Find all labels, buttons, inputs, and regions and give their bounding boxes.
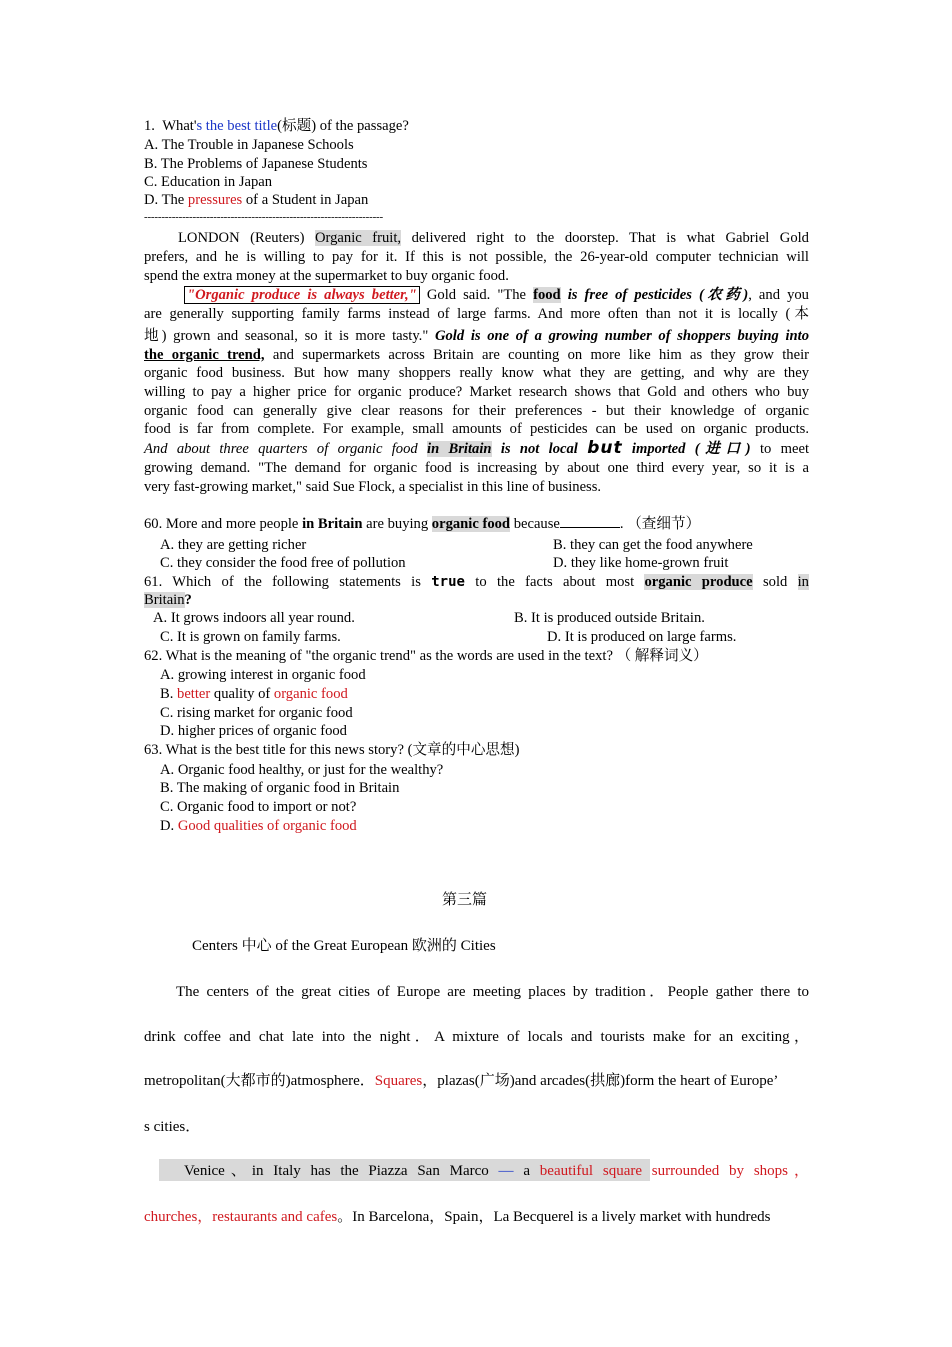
q61-option-d: D. It is produced on large farms. <box>547 629 737 645</box>
organic-fruit-highlight: Organic fruit, <box>315 230 402 246</box>
q1-number: 1. <box>144 118 155 134</box>
q60-option-d: D. they like home-grown fruit <box>553 555 729 571</box>
q1-option-a: A. The Trouble in Japanese Schools <box>144 137 354 153</box>
section3-line-2: drink coffee and chat late into the night．A mixture of locals and tourists make for an exciting， <box>144 1029 809 1045</box>
answer-blank <box>560 515 620 528</box>
q60-option-b: B. they can get the food anywhere <box>553 537 753 553</box>
q62-stem: 62. What is the meaning of "the organic trend" as the words are used in the text? （ 解释词义） <box>144 648 708 664</box>
passage-line-11: food is far from complete. For example, small amounts of pesticides can be used on organic products. <box>144 421 809 437</box>
divider: --------------------------------------------------------------------- <box>144 211 383 223</box>
passage-line-4: "Organic produce is always better," Gold said. "The food is free of pesticides (农药), and you <box>184 286 809 304</box>
q61-option-c: C. It is grown on family farms. <box>160 629 341 645</box>
food-highlight: food <box>533 287 561 303</box>
q1-stem: 1. What's the best title(标题) of the passage? <box>144 118 409 134</box>
q60-stem: 60. More and more people in Britain are buying organic food because . （查细节） <box>144 516 701 532</box>
passage-line-9: willing to pay a higher price for organic produce? Market research shows that Gold and others who buy <box>144 384 809 400</box>
organic-produce-highlight: organic produce <box>644 574 753 590</box>
q63-option-d: D. Good qualities of organic food <box>160 818 357 834</box>
q61-option-a: A. It grows indoors all year round. <box>153 610 355 626</box>
q63-option-a: A. Organic food healthy, or just for the wealthy? <box>160 762 444 778</box>
true-emphasis: true <box>431 574 465 590</box>
passage-line-10: organic food can generally give clear reasons for their preferences - but their knowledge of organic <box>144 403 809 419</box>
passage-line-2: prefers, and he is willing to pay for it. If this is not possible, the 26-year-old computer technician will <box>144 249 809 265</box>
q1-stem-blue: s the best title <box>196 118 278 134</box>
q62-option-a: A. growing interest in organic food <box>160 667 366 683</box>
passage-line-7: the organic trend, and supermarkets across Britain are counting on more like him as they grow their <box>144 347 809 363</box>
section3-line-6: churches，restaurants and cafes。In Barcelona，Spain，La Becquerel is a lively market with hundreds <box>144 1209 771 1225</box>
organic-food-highlight: organic food <box>431 516 511 532</box>
q63-option-c: C. Organic food to import or not? <box>160 799 357 815</box>
passage-line-8: organic food business. But how many shoppers really know what they are getting, and why are they <box>144 365 809 381</box>
q62-option-b: B. better quality of organic food <box>160 686 348 702</box>
passage-line-1: LONDON (Reuters) Organic fruit, delivered right to the doorstep. That is what Gabriel Gold <box>178 230 809 246</box>
q60-option-a: A. they are getting richer <box>160 537 307 553</box>
section3-line-4: s cities． <box>144 1119 201 1135</box>
q62-option-c: C. rising market for organic food <box>160 705 353 721</box>
but-emphasis: but <box>587 438 623 458</box>
passage-line-5: are generally supporting family farms instead of large farms. And more often than not it is locally (本 <box>144 306 809 322</box>
q63-stem: 63. What is the best title for this news story? (文章的中心思想) <box>144 742 520 758</box>
q61-stem-cont: Britain? <box>144 592 192 608</box>
q1-option-d: D. The pressures of a Student in Japan <box>144 192 369 208</box>
q1-option-b: B. The Problems of Japanese Students <box>144 156 368 172</box>
section-title: Centers 中心 of the Great European 欧洲的 Cities <box>192 938 496 954</box>
q1-option-d-highlight: pressures <box>187 192 243 208</box>
section3-line-5: Venice、in Italy has the Piazza San Marco — a beautiful square surrounded by shops， <box>184 1163 810 1179</box>
q61-stem: 61. Which of the following statements is true to the facts about most organic produce sold in <box>144 574 809 590</box>
organic-trend-underline: the organic trend, <box>144 347 265 363</box>
q60-option-c: C. they consider the food free of pollution <box>160 555 406 571</box>
section3-line-1: The centers of the great cities of Europe are meeting places by tradition．People gather there to <box>176 984 809 1000</box>
passage-line-13: growing demand. "The demand for organic food is increasing by about one third every year, so it is a <box>144 460 809 476</box>
passage-line-6: 地) grown and seasonal, so it is more tasty." Gold is one of a growing number of shoppers buying into <box>144 328 809 344</box>
passage-line-14: very fast-growing market," said Sue Flock, a specialist in this line of business. <box>144 479 602 495</box>
in-britain-highlight: in Britain <box>427 441 492 457</box>
section-heading: 第三篇 <box>442 892 488 908</box>
passage-line-12: And about three quarters of organic food in Britain is not local but imported (进口) to meet <box>144 438 810 458</box>
passage-line-3: spend the extra money at the supermarket to buy organic food. <box>144 268 509 284</box>
em-dash: — <box>498 1163 514 1179</box>
section3-line-3: metropolitan(大都市的)atmosphere．Squares，plazas(广场)and arcades(拱廊)form the heart of Europe’ <box>144 1073 779 1089</box>
q62-option-d: D. higher prices of organic food <box>160 723 347 739</box>
q63-option-b: B. The making of organic food in Britain <box>160 780 400 796</box>
quote-box: "Organic produce is always better," <box>184 286 420 304</box>
q61-option-b: B. It is produced outside Britain. <box>514 610 705 626</box>
q1-option-c: C. Education in Japan <box>144 174 273 190</box>
